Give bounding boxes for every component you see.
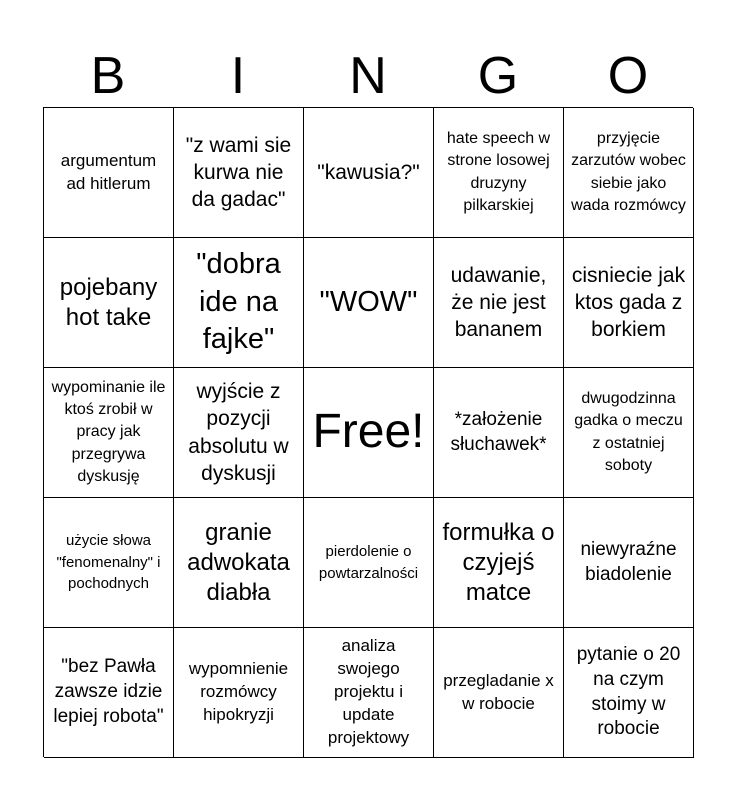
bingo-board [43, 107, 693, 757]
bingo-cell-r5-c5[interactable] [564, 628, 694, 758]
header-letter-n: N [349, 47, 387, 105]
cell-text: argumentum ad hitlerum [60, 150, 157, 193]
cell-text: wypomnienie rozmówcy hipokryzji [188, 659, 289, 724]
cell-text: cisniecie jak ktos gada z borkiem [571, 263, 686, 342]
cell-text: pojebany hot take [59, 273, 158, 331]
bingo-cell-r2-c3[interactable] [304, 238, 434, 368]
bingo-cell-r3-c2[interactable] [174, 368, 304, 498]
bingo-cell-free[interactable] [304, 368, 434, 498]
bingo-cell-r5-c2[interactable] [174, 628, 304, 758]
cell-text: niewyraźne biadolenie [580, 538, 677, 585]
header-letter-o: O [607, 47, 649, 105]
cell-text: wypominanie ile ktoś zrobił w pracy jak przegrywa dyskusję [51, 378, 166, 486]
cell-text: "z wami sie kurwa nie da gadac" [185, 133, 292, 212]
cell-text: pytanie o 20 na czym stoimy w robocie [576, 644, 681, 740]
bingo-cell-r4-c4[interactable] [434, 498, 564, 628]
cell-text: "WOW" [319, 285, 418, 318]
bingo-cell-r1-c5[interactable] [564, 108, 694, 238]
cell-text: formułka o czyjejś matce [442, 518, 555, 606]
bingo-cell-r4-c3[interactable] [304, 498, 434, 628]
bingo-cell-r2-c4[interactable] [434, 238, 564, 368]
cell-text: pierdolenie o powtarzalności [318, 542, 419, 582]
cell-text: analiza swojego projektu i update projektowy [327, 636, 410, 747]
cell-text: użycie słowa "fenomenalny" i pochodnych [56, 531, 161, 593]
cell-text: dwugodzinna gadka o meczu z ostatniej soboty [574, 389, 683, 474]
bingo-cell-r2-c1[interactable] [44, 238, 174, 368]
bingo-cell-r5-c3[interactable] [304, 628, 434, 758]
header-letter-i: I [230, 47, 246, 105]
cell-text: Free! [312, 405, 425, 459]
bingo-cell-r3-c1[interactable] [44, 368, 174, 498]
bingo-cell-r3-c5[interactable] [564, 368, 694, 498]
cell-text: wyjście z pozycji absolutu w dyskusji [188, 379, 289, 485]
bingo-cell-r1-c3[interactable] [304, 108, 434, 238]
cell-text: przegladanie x w robocie [443, 670, 554, 713]
bingo-cell-r4-c1[interactable] [44, 498, 174, 628]
cell-text: granie adwokata diabła [187, 518, 290, 606]
bingo-cell-r3-c4[interactable] [434, 368, 564, 498]
bingo-cell-r4-c5[interactable] [564, 498, 694, 628]
cell-text: "bez Pawła zawsze idzie lepiej robota" [53, 656, 164, 727]
cell-text: udawanie, że nie jest bananem [450, 263, 547, 342]
header-letter-b: B [90, 47, 126, 105]
cell-text: "kawusia?" [317, 160, 420, 184]
header-letter-g: G [477, 47, 519, 105]
cell-text: hate speech w strone losowej druzyny pilkarskiej [446, 129, 551, 214]
bingo-cell-r1-c1[interactable] [44, 108, 174, 238]
bingo-cell-r5-c1[interactable] [44, 628, 174, 758]
cell-text: "dobra ide na fajke" [196, 247, 281, 356]
bingo-cell-r1-c2[interactable] [174, 108, 304, 238]
cell-text: przyjęcie zarzutów wobec siebie jako wada rozmówcy [571, 129, 686, 214]
bingo-header [43, 46, 693, 106]
bingo-cell-r2-c5[interactable] [564, 238, 694, 368]
bingo-cell-r4-c2[interactable] [174, 498, 304, 628]
cell-text: *założenie słuchawek* [450, 408, 547, 455]
bingo-cell-r5-c4[interactable] [434, 628, 564, 758]
bingo-cell-r1-c4[interactable] [434, 108, 564, 238]
bingo-cell-r2-c2[interactable] [174, 238, 304, 368]
